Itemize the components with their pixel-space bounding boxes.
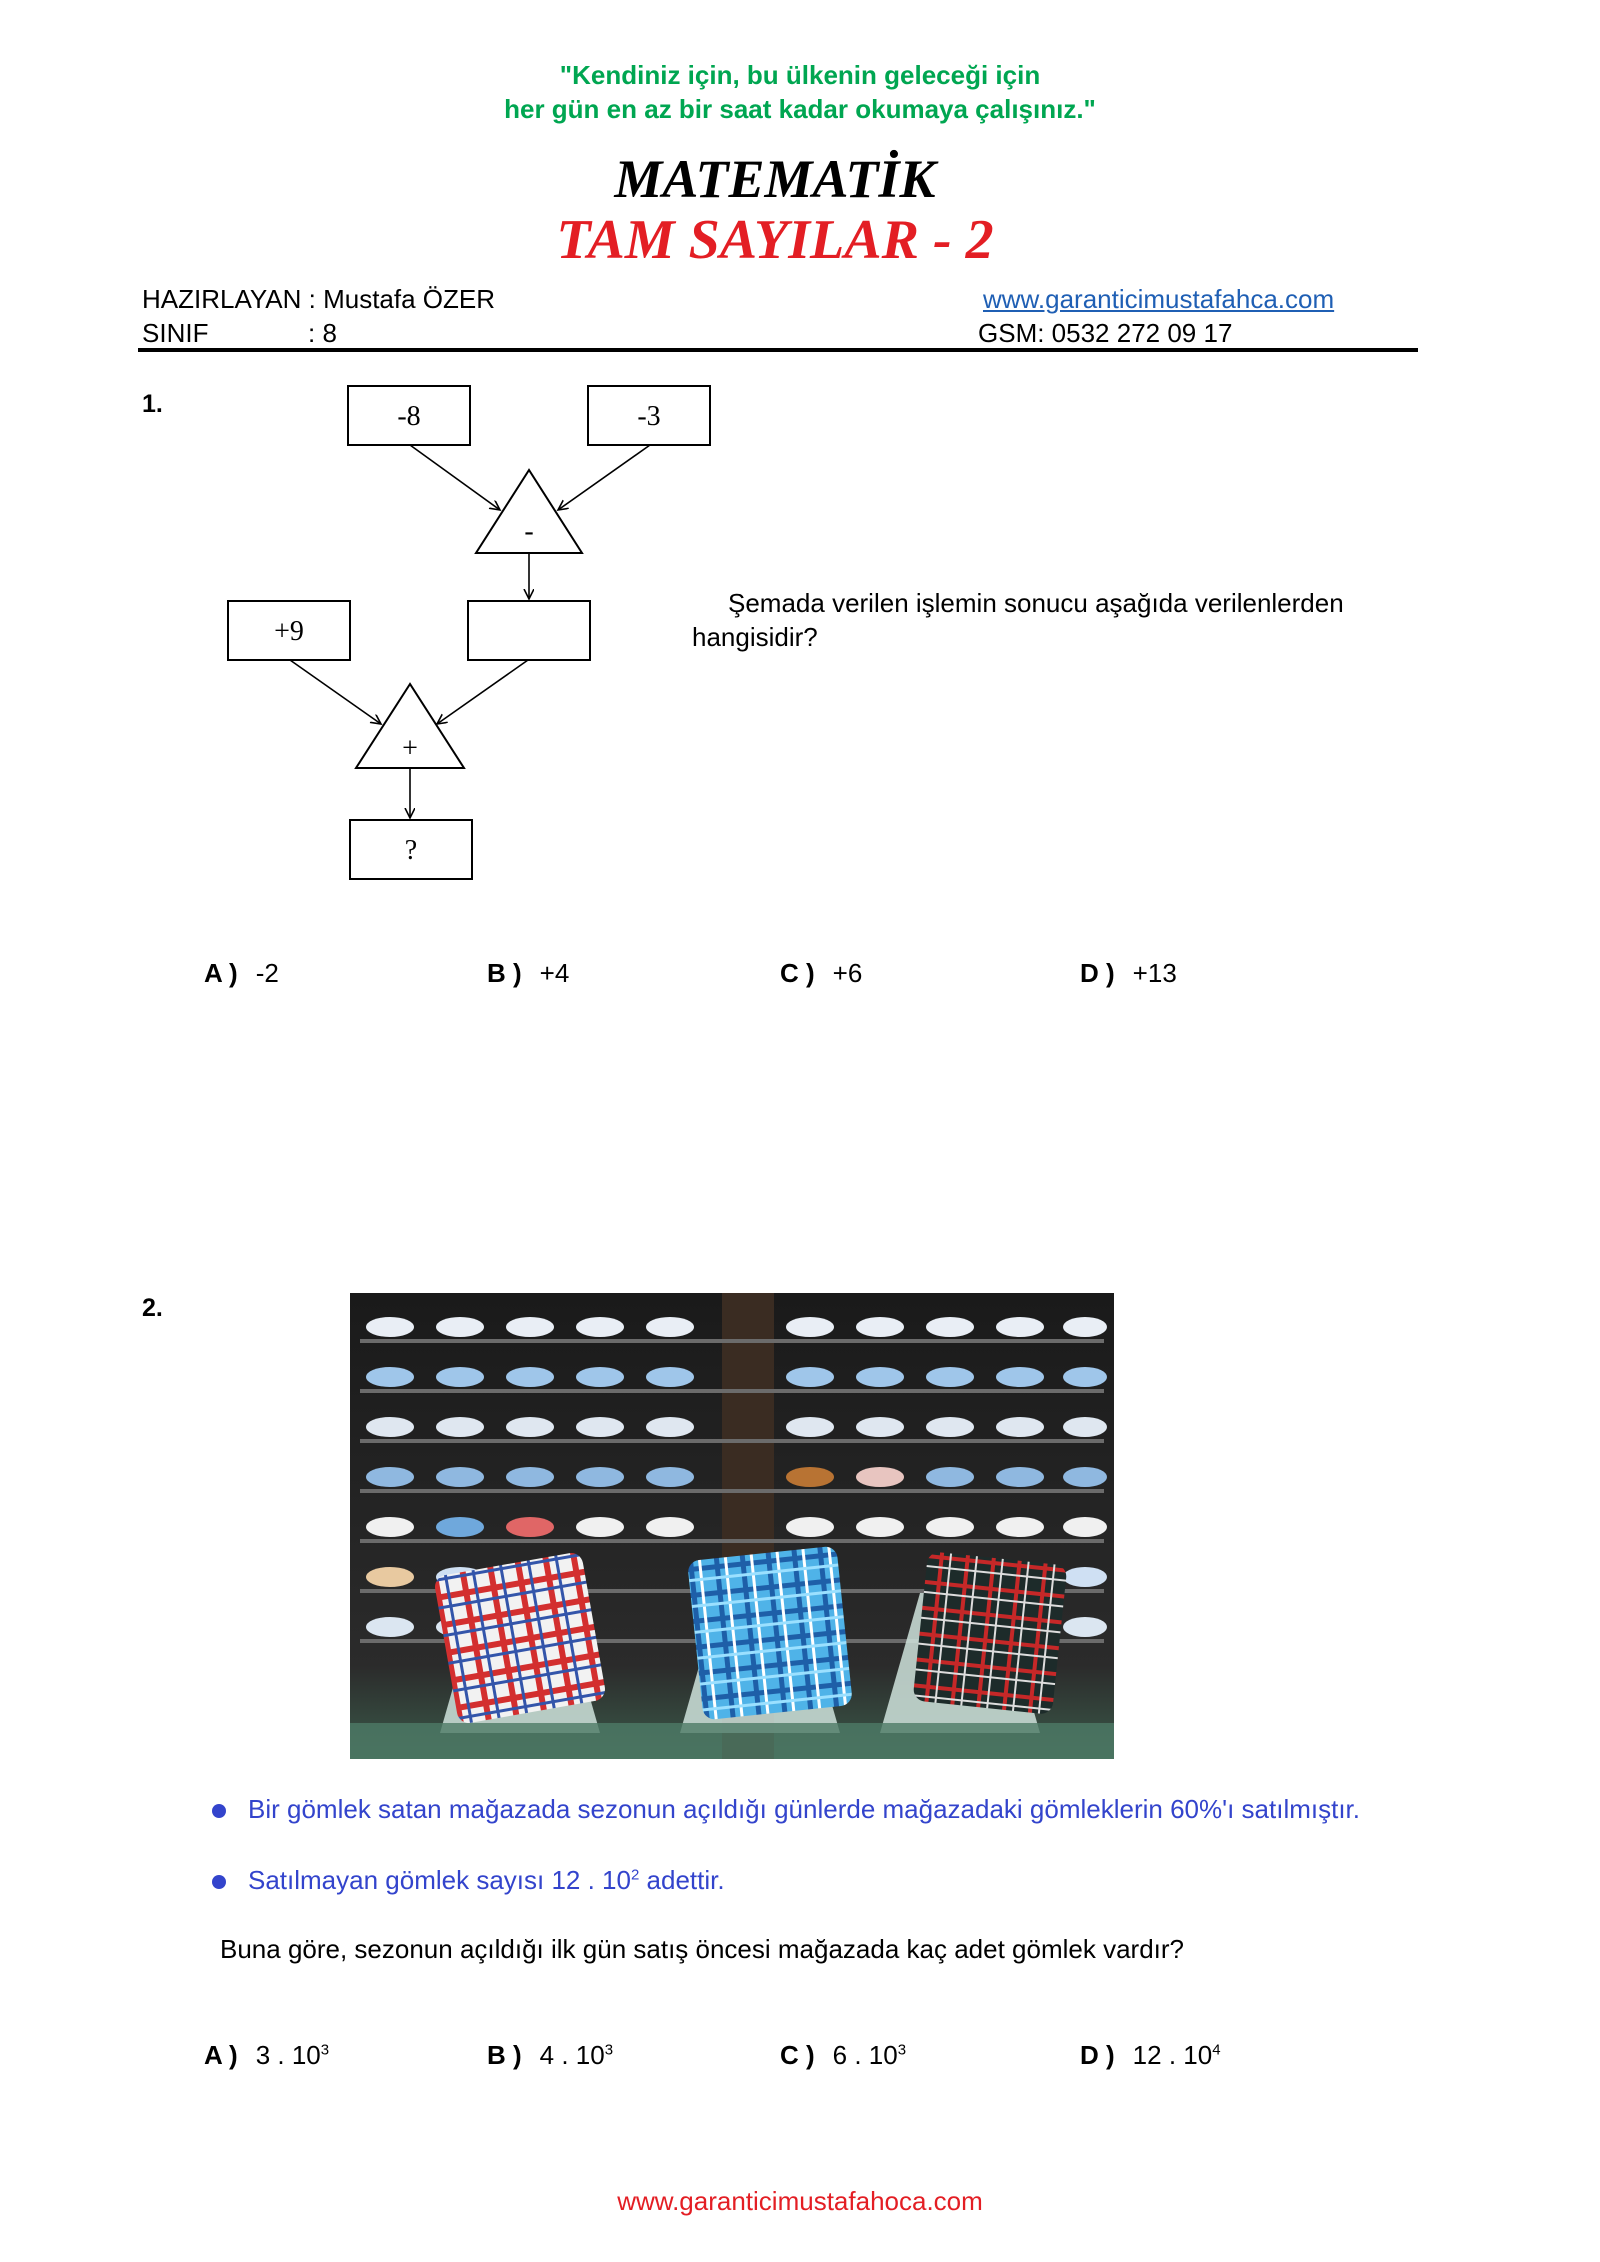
page-title: MATEMATİK	[614, 149, 936, 209]
exponent: 3	[604, 2041, 614, 2059]
bullet-text: Satılmayan gömlek sayısı 12 . 10	[248, 1865, 631, 1895]
op1-label: -	[524, 516, 534, 547]
option-value: 3 . 10	[255, 2040, 321, 2070]
option-value: +4	[539, 958, 570, 988]
class-label: SINIF	[142, 318, 209, 348]
option-letter: B )	[487, 958, 522, 988]
operation-diagram	[0, 0, 1600, 900]
box-c-label: +9	[274, 616, 304, 647]
option-letter: A )	[204, 2040, 238, 2070]
option-letter: B )	[487, 2040, 522, 2070]
option-letter: D )	[1080, 2040, 1115, 2070]
q2-question: Buna göre, sezonun açıldığı ilk gün satış öncesi mağazada kaç adet gömlek vardır?	[220, 1934, 1185, 1964]
shirt-store-photo	[350, 1293, 1114, 1759]
q1-option-b[interactable]	[487, 958, 569, 989]
option-value: 12 . 10	[1132, 2040, 1213, 2070]
page-subtitle: TAM SAYILAR - 2	[556, 209, 994, 271]
header-website-link[interactable]: www.garanticimustafahca.com	[983, 284, 1335, 314]
q1-text-line1: Şemada verilen işlemin sonucu aşağıda verilenlerden	[728, 588, 1344, 618]
bullet-icon	[212, 1875, 226, 1889]
q2-option-c[interactable]	[780, 2040, 906, 2071]
exponent: 2	[630, 1866, 640, 1884]
q2-option-d[interactable]	[1080, 2040, 1221, 2071]
gsm-number: GSM: 0532 272 09 17	[978, 318, 1233, 348]
bullet-text-tail: adettir.	[639, 1865, 725, 1895]
arrow-d-to-add	[437, 660, 528, 724]
motto-line-2: her gün en az bir saat kadar okumaya çalışınız."	[504, 94, 1096, 124]
option-value: 6 . 10	[832, 2040, 898, 2070]
q1-option-d[interactable]	[1080, 958, 1177, 989]
option-value: +6	[832, 958, 863, 988]
option-value: 4 . 10	[539, 2040, 605, 2070]
q1-text-line2: hangisidir?	[692, 622, 818, 652]
q1-option-c[interactable]	[780, 958, 862, 989]
exponent: 4	[1212, 2041, 1221, 2059]
box-a-label: -8	[397, 401, 421, 432]
arrow-a-to-subtract	[410, 445, 500, 510]
exponent: 3	[320, 2041, 330, 2059]
bullet-icon	[212, 1804, 226, 1818]
option-value: +13	[1132, 958, 1177, 988]
q2-option-a[interactable]	[204, 2040, 329, 2071]
result-label: ?	[404, 835, 418, 866]
q2-bullet-1	[212, 1794, 1360, 1825]
question-2-number: 2.	[142, 1294, 163, 1322]
option-value: -2	[255, 958, 279, 988]
arrow-c-to-add	[290, 660, 381, 724]
arrow-b-to-subtract	[558, 445, 650, 510]
motto-line-1: "Kendiniz için, bu ülkenin geleceği için	[559, 60, 1041, 90]
exponent: 3	[897, 2041, 907, 2059]
box-b-label: -3	[637, 401, 661, 432]
q2-option-b[interactable]	[487, 2040, 613, 2071]
bullet-text: Bir gömlek satan mağazada sezonun açıldığı günlerde mağazadaki gömleklerin 60%'ı satılmıştır.	[248, 1794, 1360, 1824]
option-letter: D )	[1080, 958, 1115, 988]
option-letter: C )	[780, 958, 815, 988]
op2-label: +	[402, 733, 418, 764]
footer-website-link[interactable]: www.garanticimustafahoca.com	[617, 2186, 983, 2216]
option-letter: A )	[204, 958, 238, 988]
option-letter: C )	[780, 2040, 815, 2070]
q2-bullet-2	[212, 1865, 725, 1896]
question-1-number: 1.	[142, 390, 163, 418]
class-value: : 8	[308, 318, 337, 348]
author-label: HAZIRLAYAN : Mustafa ÖZER	[142, 284, 496, 314]
diagram-box-d	[468, 601, 590, 660]
q1-option-a[interactable]	[204, 958, 279, 989]
